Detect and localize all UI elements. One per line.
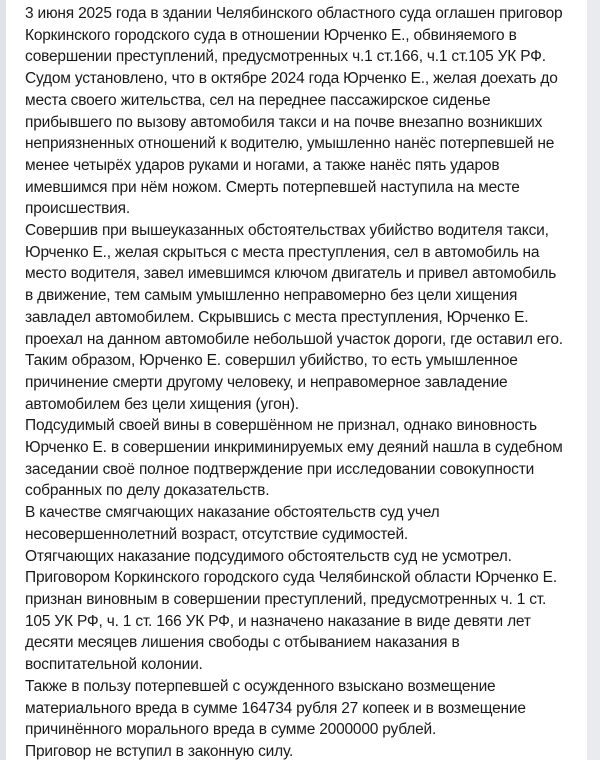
text-line: признан виновным в совершении преступлений, предусмотренных ч. 1 ст. (25, 590, 547, 608)
text-line: имевшимся при нём ножом. Смерть потерпевшей наступила на месте (25, 178, 520, 196)
text-line: неприязненных отношений к водителю, умышленно нанёс потерпевшей не (25, 135, 555, 153)
text-line: Приговор не вступил в законную силу. (25, 742, 294, 760)
text-line: 3 июня 2025 года в здании Челябинского областного суда оглашен приговор (25, 5, 563, 22)
text-line: 105 УК РФ, ч. 1 ст. 166 УК РФ, и назначено наказание в виде девяти лет (25, 612, 531, 630)
text-line: Коркинского городского суда в отношении Юрченко Е., обвиняемого в (25, 26, 517, 44)
text-line: места своего жительства, сел на переднее пассажирское сиденье (25, 91, 491, 109)
text-line: совершении преступлений, предусмотренных ч.1 ст.166, ч.1 ст.105 УК РФ. (25, 48, 546, 66)
text-line: десяти месяцев лишения свободы с отбыванием наказания в (25, 634, 460, 652)
text-line: несовершеннолетний возраст, отсутствие судимостей. (25, 525, 409, 543)
text-line: материального вреда в сумме 164734 рубля 27 копеек и в возмещение (25, 699, 526, 717)
text-line: автомобилем без цели хищения (угон). (25, 395, 299, 413)
page-left-gutter (0, 0, 6, 760)
text-line: Юрченко Е., желая скрыться с места преступления, сел в автомобиль на (25, 243, 540, 261)
text-line: менее четырёх ударов руками и ногами, а также нанёс пять ударов (25, 156, 500, 174)
text-line: проехал на данном автомобиле небольшой участок дороги, где оставил его. (25, 330, 563, 348)
page-right-gutter (587, 0, 600, 760)
text-line: Приговором Коркинского городского суда Челябинской области Юрченко Е. (25, 569, 557, 587)
text-line: Таким образом, Юрченко Е. совершил убийство, то есть умышленное (25, 352, 518, 370)
text-line: происшествия. (25, 200, 130, 218)
text-line: воспитательной колонии. (25, 656, 203, 674)
court-verdict-text (25, 3, 587, 760)
text-line: причинённого морального вреда в сумме 2000000 рублей. (25, 721, 437, 739)
text-line: Отягчающих наказание подсудимого обстоятельств суд не усмотрел. (25, 547, 512, 565)
text-line: Совершив при вышеуказанных обстоятельствах убийство водителя такси, (25, 222, 549, 240)
text-line: причинение смерти другому человеку, и неправомерное завладение (25, 373, 508, 391)
post-body (25, 3, 587, 760)
text-line: Юрченко Е. в совершении инкриминируемых ему деяний нашла в судебном (25, 439, 563, 457)
text-line: завладел автомобилем. Скрывшись с места преступления, Юрченко Е. (25, 308, 529, 326)
text-line: Подсудимый своей вины в совершённом не признал, однако виновность (25, 417, 537, 435)
text-line: заседании своё полное подтверждение при исследовании совокупности (25, 460, 535, 478)
text-line: в движение, тем самым умышленно неправомерно без цели хищения (25, 287, 518, 305)
text-line: место водителя, завел имевшимся ключом двигатель и привел автомобиль (25, 265, 557, 283)
text-line: Судом установлено, что в октябре 2024 года Юрченко Е., желая доехать до (25, 70, 558, 88)
text-line: собранных по делу доказательств. (25, 482, 270, 500)
text-line: В качестве смягчающих наказание обстоятельств суд учел (25, 504, 440, 522)
text-line: прибывшего по вызову автомобиля такси и на почве внезапно возникших (25, 113, 543, 131)
text-line: Также в пользу потерпевшей с осужденного взыскано возмещение (25, 677, 496, 695)
